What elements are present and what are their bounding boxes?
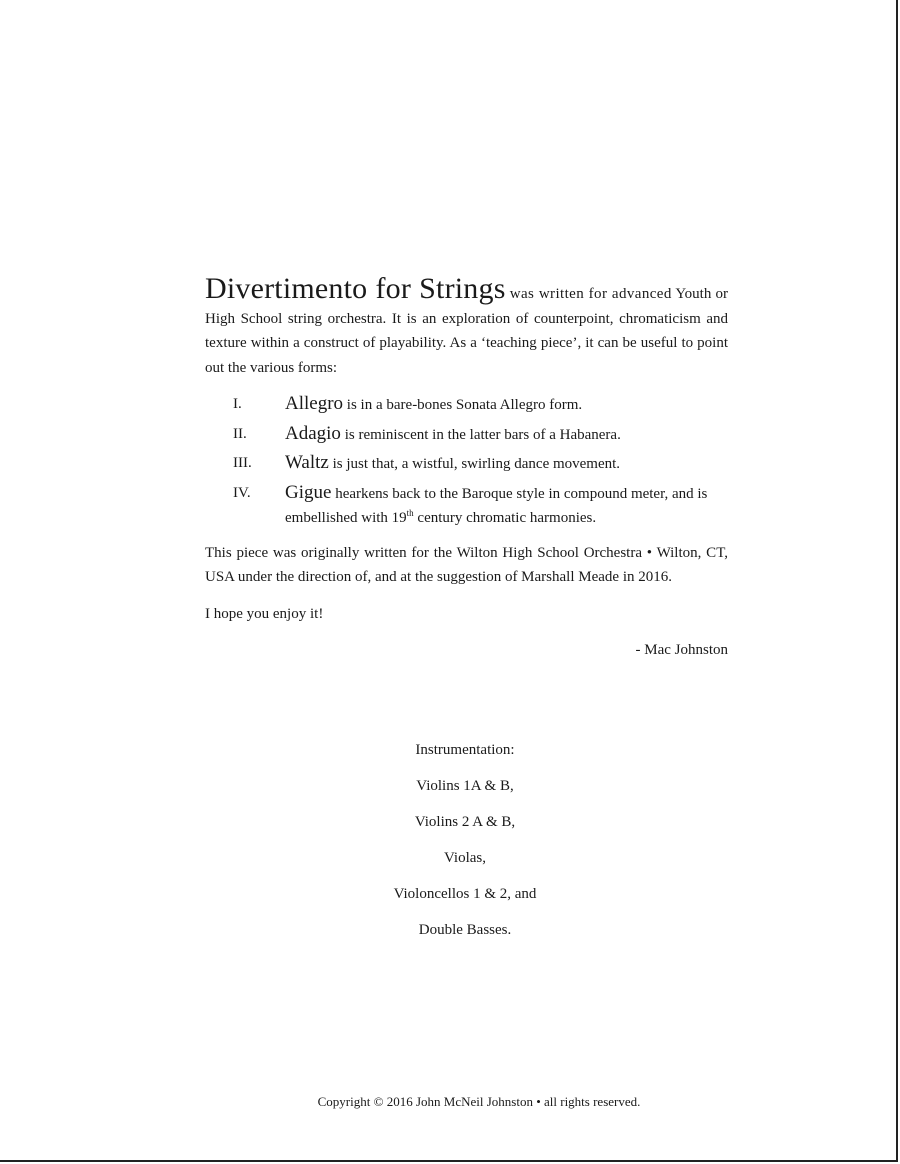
instrument-item: Double Basses.: [418, 922, 512, 938]
movement-numeral: I.: [233, 396, 242, 412]
instrumentation-heading: Instrumentation:: [415, 742, 515, 758]
movement-numeral: III.: [233, 455, 252, 471]
movement-text: [285, 451, 728, 477]
program-notes: [205, 272, 728, 663]
movement-text: [285, 481, 728, 531]
movement-numeral: IV.: [233, 484, 251, 501]
closing-line: I hope you enjoy it!: [205, 605, 324, 622]
movement-name: Adagio: [285, 422, 341, 444]
movement-description: is reminiscent in the latter bars of a Habanera.: [344, 426, 621, 443]
movement-item: [205, 481, 728, 531]
origin-paragraph: This piece was originally written for the Wilton High School Orchestra • Wilton, CT, USA under the direction of, and at the suggestion of Marshall Meade in 2016.: [205, 544, 728, 585]
intro-rest: Youth or High School string orchestra. It is an exploration of counterpoint, chromaticism and texture within a construct of playability. As a ‘teaching piece’, it can be useful to point out the various forms:: [205, 286, 728, 376]
movement-item: [205, 451, 728, 477]
movement-text: [285, 422, 728, 448]
instrument-item: Violas,: [443, 850, 486, 866]
instrument-item: Violoncellos 1 & 2, and: [393, 886, 537, 902]
movement-description: hearkens back to the Baroque style in compound meter, and is embellished with 19: [285, 485, 708, 526]
intro-lead: was written for advanced: [509, 286, 672, 302]
instrument-item: Violins 1A & B,: [416, 778, 514, 794]
movement-text: [285, 392, 728, 418]
movement-description-end: century chromatic harmonies.: [413, 510, 597, 526]
movement-item: [205, 392, 728, 418]
movement-name: Allegro: [285, 393, 344, 414]
movement-item: [205, 422, 728, 448]
signature: - Mac Johnston: [635, 642, 728, 658]
movement-numeral: II.: [233, 425, 247, 442]
movement-description: is just that, a wistful, swirling dance movement.: [332, 456, 621, 472]
piece-title: Divertimento for Strings: [205, 272, 506, 305]
instrument-item: Violins 2 A & B,: [414, 814, 516, 830]
movement-name: Waltz: [285, 452, 329, 473]
ordinal-suffix: th: [406, 508, 414, 518]
movements-list: [205, 392, 728, 531]
intro-paragraph: [205, 272, 728, 380]
movement-description: is in a bare-bones Sonata Allegro form.: [346, 397, 583, 413]
copyright-notice: Copyright © 2016 John McNeil Johnston • all rights reserved.: [317, 1094, 641, 1109]
instrumentation-block: [0, 738, 900, 954]
movement-name: Gigue: [285, 481, 332, 503]
